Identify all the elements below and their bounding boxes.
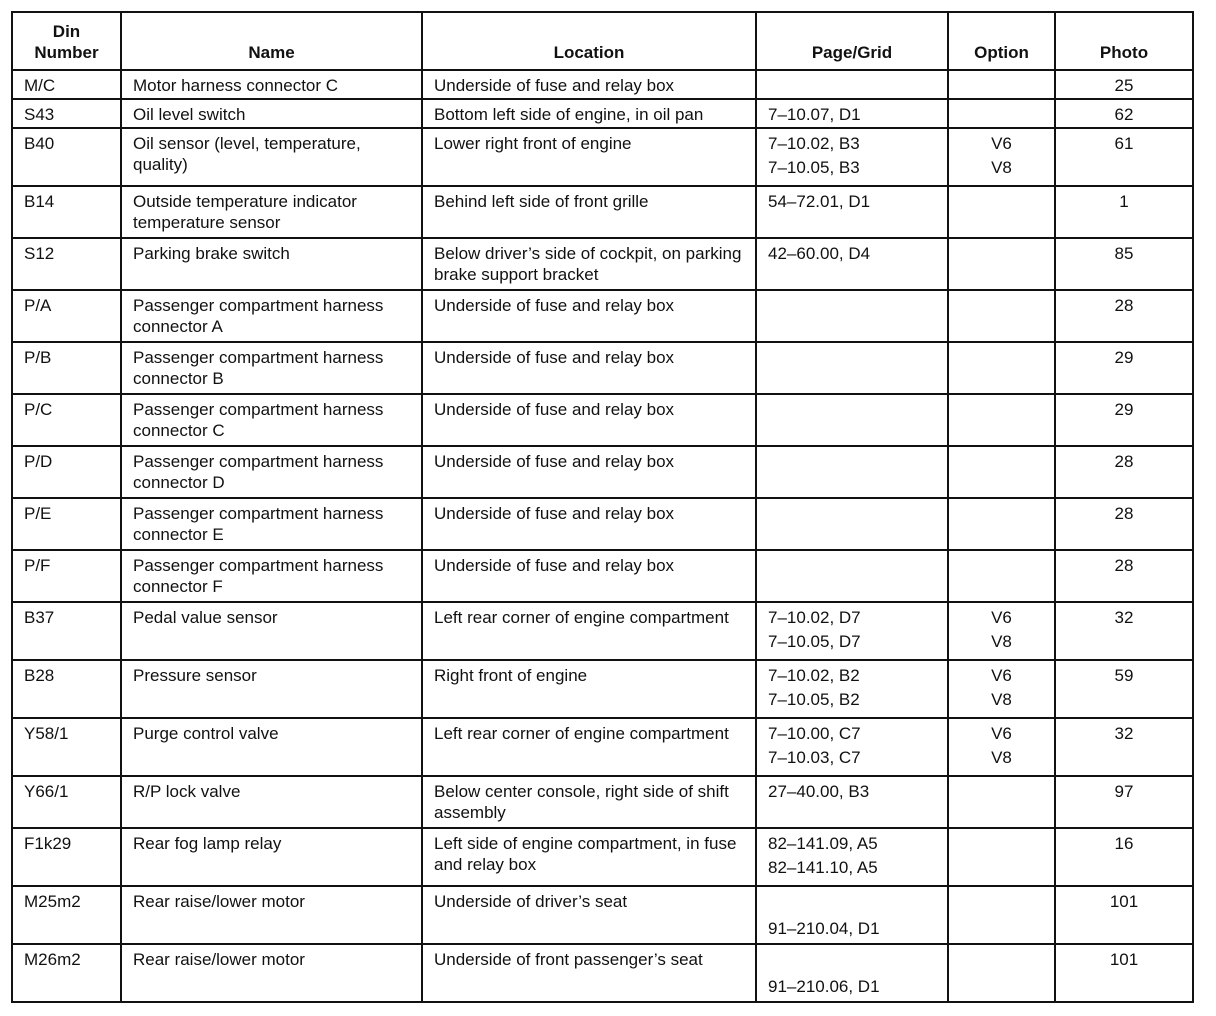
photo-cell: 61	[1055, 128, 1193, 186]
component-location-sheet	[11, 11, 1194, 1003]
name-cell: Oil level switch	[121, 99, 422, 128]
din-cell: F1k29	[12, 828, 121, 886]
option-cell	[948, 886, 1055, 944]
page-grid-cell	[756, 99, 948, 128]
page-grid-ref: 7–10.03, C7	[768, 748, 861, 767]
name-cell: Purge control valve	[121, 718, 422, 776]
name-cell: Passenger compartment harness connector B	[121, 342, 422, 394]
option-cell	[948, 660, 1055, 718]
photo-cell: 97	[1055, 776, 1193, 828]
table-row	[12, 602, 1193, 660]
page-grid-ref: 7–10.02, B3	[768, 134, 860, 153]
din-cell: S43	[12, 99, 121, 128]
page-grid-ref: 7–10.05, B2	[768, 690, 860, 709]
page-grid-ref: 7–10.07, D1	[768, 105, 861, 124]
option-cell	[948, 498, 1055, 550]
page-grid-cell	[756, 776, 948, 828]
din-cell: B40	[12, 128, 121, 186]
location-cell: Underside of fuse and relay box	[422, 394, 756, 446]
page-grid-ref: 42–60.00, D4	[768, 244, 871, 263]
photo-cell: 28	[1055, 290, 1193, 342]
header-option: Option	[948, 12, 1055, 70]
table-row	[12, 498, 1193, 550]
din-cell: P/D	[12, 446, 121, 498]
location-cell: Bottom left side of engine, in oil pan	[422, 99, 756, 128]
page-grid-cell	[756, 342, 948, 394]
page-grid-ref: 91–210.06, D1	[768, 977, 880, 996]
location-cell: Underside of fuse and relay box	[422, 498, 756, 550]
table-row	[12, 446, 1193, 498]
photo-cell: 62	[1055, 99, 1193, 128]
page-grid-cell	[756, 70, 948, 99]
din-cell: M25m2	[12, 886, 121, 944]
location-cell: Lower right front of engine	[422, 128, 756, 186]
photo-cell: 28	[1055, 446, 1193, 498]
photo-cell: 16	[1055, 828, 1193, 886]
page-grid-cell	[756, 886, 948, 944]
photo-cell: 28	[1055, 550, 1193, 602]
option-value: V8	[991, 690, 1012, 709]
option-value: V8	[991, 748, 1012, 767]
table-body	[12, 70, 1193, 1002]
din-cell: Y66/1	[12, 776, 121, 828]
option-cell	[948, 394, 1055, 446]
name-cell: R/P lock valve	[121, 776, 422, 828]
name-cell: Rear raise/lower motor	[121, 886, 422, 944]
option-cell	[948, 446, 1055, 498]
photo-cell: 85	[1055, 238, 1193, 290]
page-grid-ref: 82–141.09, A5	[768, 834, 878, 853]
photo-cell: 29	[1055, 394, 1193, 446]
page-grid-ref: 82–141.10, A5	[768, 858, 878, 877]
table-row	[12, 660, 1193, 718]
header-name: Name	[121, 12, 422, 70]
name-cell: Rear raise/lower motor	[121, 944, 422, 1002]
location-cell: Left rear corner of engine compartment	[422, 602, 756, 660]
name-cell: Rear fog lamp relay	[121, 828, 422, 886]
option-cell	[948, 550, 1055, 602]
location-cell: Left side of engine compartment, in fuse and relay box	[422, 828, 756, 886]
din-cell: P/A	[12, 290, 121, 342]
table-row	[12, 342, 1193, 394]
din-cell: M26m2	[12, 944, 121, 1002]
page-grid-ref: 27–40.00, B3	[768, 782, 870, 801]
page-grid-cell	[756, 550, 948, 602]
name-cell: Outside temperature indicator temperature sensor	[121, 186, 422, 238]
option-value: V6	[991, 608, 1012, 627]
option-value: V6	[991, 724, 1012, 743]
option-cell	[948, 776, 1055, 828]
location-cell: Behind left side of front grille	[422, 186, 756, 238]
name-cell: Passenger compartment harness connector D	[121, 446, 422, 498]
table-row	[12, 776, 1193, 828]
page-grid-cell	[756, 602, 948, 660]
option-cell	[948, 944, 1055, 1002]
name-cell: Motor harness connector C	[121, 70, 422, 99]
location-cell: Underside of fuse and relay box	[422, 446, 756, 498]
din-cell: P/B	[12, 342, 121, 394]
location-cell: Underside of fuse and relay box	[422, 70, 756, 99]
page-grid-cell	[756, 446, 948, 498]
option-value: V6	[991, 134, 1012, 153]
name-cell: Oil sensor (level, temperature, quality)	[121, 128, 422, 186]
component-table	[11, 11, 1194, 1003]
page-grid-ref: 7–10.02, D7	[768, 608, 861, 627]
name-cell: Pressure sensor	[121, 660, 422, 718]
table-row	[12, 394, 1193, 446]
table-row	[12, 550, 1193, 602]
option-cell	[948, 186, 1055, 238]
page-grid-ref: 91–210.04, D1	[768, 919, 880, 938]
page-grid-ref: 7–10.05, B3	[768, 158, 860, 177]
header-location: Location	[422, 12, 756, 70]
header-photo: Photo	[1055, 12, 1193, 70]
location-cell: Underside of front passenger’s seat	[422, 944, 756, 1002]
din-cell: P/E	[12, 498, 121, 550]
photo-cell: 32	[1055, 718, 1193, 776]
page-grid-cell	[756, 944, 948, 1002]
table-row	[12, 238, 1193, 290]
table-row	[12, 70, 1193, 99]
option-cell	[948, 238, 1055, 290]
page-grid-cell	[756, 394, 948, 446]
din-cell: P/F	[12, 550, 121, 602]
photo-cell: 25	[1055, 70, 1193, 99]
photo-cell: 28	[1055, 498, 1193, 550]
din-cell: S12	[12, 238, 121, 290]
table-row	[12, 186, 1193, 238]
page-grid-cell	[756, 290, 948, 342]
table-row	[12, 828, 1193, 886]
photo-cell: 101	[1055, 944, 1193, 1002]
option-cell	[948, 290, 1055, 342]
photo-cell: 29	[1055, 342, 1193, 394]
table-row	[12, 290, 1193, 342]
page-grid-ref: 54–72.01, D1	[768, 192, 871, 211]
table-row	[12, 944, 1193, 1002]
location-cell: Underside of fuse and relay box	[422, 290, 756, 342]
option-cell	[948, 602, 1055, 660]
din-cell: Y58/1	[12, 718, 121, 776]
page-grid-ref: 7–10.00, C7	[768, 724, 861, 743]
option-cell	[948, 718, 1055, 776]
location-cell: Underside of fuse and relay box	[422, 550, 756, 602]
name-cell: Passenger compartment harness connector F	[121, 550, 422, 602]
photo-cell: 32	[1055, 602, 1193, 660]
name-cell: Parking brake switch	[121, 238, 422, 290]
photo-cell: 59	[1055, 660, 1193, 718]
page-grid-cell	[756, 238, 948, 290]
photo-cell: 101	[1055, 886, 1193, 944]
option-cell	[948, 128, 1055, 186]
location-cell: Underside of driver’s seat	[422, 886, 756, 944]
table-row	[12, 128, 1193, 186]
name-cell: Passenger compartment harness connector E	[121, 498, 422, 550]
option-cell	[948, 70, 1055, 99]
location-cell: Left rear corner of engine compartment	[422, 718, 756, 776]
page-grid-cell	[756, 718, 948, 776]
location-cell: Below driver’s side of cockpit, on parking brake support bracket	[422, 238, 756, 290]
option-cell	[948, 342, 1055, 394]
name-cell: Passenger compartment harness connector C	[121, 394, 422, 446]
option-value: V6	[991, 666, 1012, 685]
page-grid-ref: 7–10.02, B2	[768, 666, 860, 685]
name-cell: Pedal value sensor	[121, 602, 422, 660]
header-din-number: Din Number	[12, 12, 121, 70]
option-value: V8	[991, 158, 1012, 177]
location-cell: Right front of engine	[422, 660, 756, 718]
header-row	[12, 12, 1193, 70]
page-grid-cell	[756, 828, 948, 886]
din-cell: B28	[12, 660, 121, 718]
table-row	[12, 99, 1193, 128]
table-row	[12, 886, 1193, 944]
location-cell: Below center console, right side of shift assembly	[422, 776, 756, 828]
name-cell: Passenger compartment harness connector A	[121, 290, 422, 342]
page-grid-cell	[756, 128, 948, 186]
din-cell: M/C	[12, 70, 121, 99]
din-cell: P/C	[12, 394, 121, 446]
option-cell	[948, 828, 1055, 886]
table-row	[12, 718, 1193, 776]
page-grid-cell	[756, 186, 948, 238]
photo-cell: 1	[1055, 186, 1193, 238]
din-cell: B14	[12, 186, 121, 238]
location-cell: Underside of fuse and relay box	[422, 342, 756, 394]
option-value: V8	[991, 632, 1012, 651]
page-grid-ref: 7–10.05, D7	[768, 632, 861, 651]
din-cell: B37	[12, 602, 121, 660]
header-page-grid: Page/Grid	[756, 12, 948, 70]
option-cell	[948, 99, 1055, 128]
page-grid-cell	[756, 498, 948, 550]
page-grid-cell	[756, 660, 948, 718]
